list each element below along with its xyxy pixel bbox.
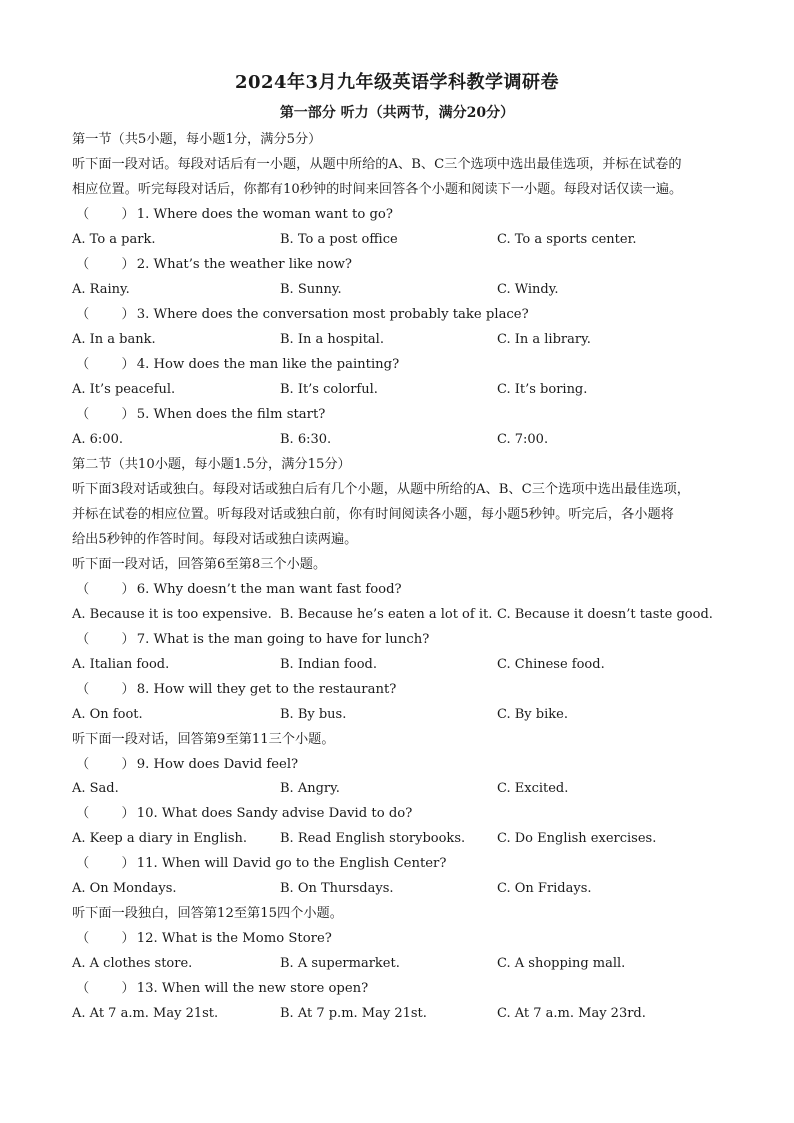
- part-subtitle: 第一部分 听力（共两节，满分20分）: [279, 105, 515, 121]
- option-c: C. On Fridays.: [497, 881, 592, 896]
- question-6: （ ）6. Why doesn’t the man want fast food?: [76, 582, 402, 597]
- option-b: B. Indian food.: [280, 657, 377, 672]
- question-8: （ ）8. How will they get to the restaurant?: [76, 682, 397, 697]
- option-c: C. 7:00.: [497, 432, 549, 447]
- option-b: B. It’s colorful.: [280, 382, 378, 397]
- question-4: （ ）4. How does the man like the painting?: [76, 357, 400, 372]
- section2-instruction-line3: 给出5秒钟的作答时间。每段对话或独白读两遍。: [72, 532, 358, 547]
- option-a: A. On Mondays.: [72, 881, 177, 896]
- option-a: A. Italian food.: [72, 657, 170, 672]
- option-c: C. By bike.: [497, 707, 568, 722]
- answer-blank[interactable]: （ ）: [76, 632, 137, 647]
- answer-blank[interactable]: （ ）: [76, 682, 137, 697]
- answer-blank[interactable]: （ ）: [76, 931, 137, 946]
- question-11: （ ）11. When will David go to the English Center?: [76, 856, 447, 871]
- question-1: （ ）1. Where does the woman want to go?: [76, 207, 393, 222]
- option-c: C. Excited.: [497, 781, 569, 796]
- option-c: C. A shopping mall.: [497, 956, 626, 971]
- page-title: 2024年3月九年级英语学科教学调研卷: [234, 72, 560, 93]
- option-a: A. Keep a diary in English.: [72, 831, 247, 846]
- question-12: （ ）12. What is the Momo Store?: [76, 931, 332, 946]
- answer-blank[interactable]: （ ）: [76, 307, 137, 322]
- section1-instruction-line1: 听下面一段对话。每段对话后有一小题，从题中所给的A、B、C三个选项中选出最佳选项，并标在试卷的: [72, 157, 682, 172]
- answer-blank[interactable]: （ ）: [76, 806, 137, 821]
- section2-heading: 第二节（共10小题，每小题1.5分，满分15分）: [72, 457, 351, 472]
- option-a: A. On foot.: [72, 707, 143, 722]
- section2-instruction-line1: 听下面3段对话或独白。每段对话或独白后有几个小题，从题中所给的A、B、C三个选项中选出最佳选项，: [72, 482, 690, 497]
- answer-blank[interactable]: （ ）: [76, 257, 137, 272]
- option-c: C. Chinese food.: [497, 657, 605, 672]
- option-b: B. Angry.: [280, 781, 340, 796]
- option-a: A. 6:00.: [72, 432, 123, 447]
- option-c: C. Windy.: [497, 282, 559, 297]
- option-b: B. On Thursdays.: [280, 881, 394, 896]
- question-5: （ ）5. When does the film start?: [76, 407, 326, 422]
- option-a: A. To a park.: [72, 232, 156, 247]
- answer-blank[interactable]: （ ）: [76, 757, 137, 772]
- question-3: （ ）3. Where does the conversation most probably take place?: [76, 307, 529, 322]
- dialog2-intro: 听下面一段对话，回答第9至第11三个小题。: [72, 732, 335, 747]
- question-2: （ ）2. What’s the weather like now?: [76, 257, 352, 272]
- option-b: B. Because he’s eaten a lot of it.: [280, 607, 493, 622]
- option-b: B. In a hospital.: [280, 332, 384, 347]
- option-b: B. Sunny.: [280, 282, 342, 297]
- option-c: C. Do English exercises.: [497, 831, 657, 846]
- option-b: B. To a post office: [280, 232, 398, 247]
- monologue-intro: 听下面一段独白，回答第12至第15四个小题。: [72, 906, 343, 921]
- question-10: （ ）10. What does Sandy advise David to do?: [76, 806, 413, 821]
- option-a: A. Sad.: [72, 781, 119, 796]
- answer-blank[interactable]: （ ）: [76, 207, 137, 222]
- answer-blank[interactable]: （ ）: [76, 407, 137, 422]
- option-c: C. It’s boring.: [497, 382, 588, 397]
- section2-instruction-line2: 并标在试卷的相应位置。听每段对话或独白前，你有时间阅读各小题，每小题5秒钟。听完后，各小题将: [72, 507, 674, 522]
- option-c: C. In a library.: [497, 332, 591, 347]
- section1-instruction-line2: 相应位置。听完每段对话后，你都有10秒钟的时间来回答各个小题和阅读下一小题。每段对话仅读一遍。: [72, 182, 683, 197]
- answer-blank[interactable]: （ ）: [76, 357, 137, 372]
- option-b: B. 6:30.: [280, 432, 332, 447]
- section1-heading: 第一节（共5小题，每小题1分，满分5分）: [72, 132, 322, 147]
- question-13: （ ）13. When will the new store open?: [76, 981, 369, 996]
- dialog1-intro: 听下面一段对话，回答第6至第8三个小题。: [72, 557, 327, 572]
- option-a: A. It’s peaceful.: [72, 382, 176, 397]
- option-b: B. At 7 p.m. May 21st.: [280, 1006, 427, 1021]
- option-a: A. A clothes store.: [72, 956, 193, 971]
- question-9: （ ）9. How does David feel?: [76, 757, 299, 772]
- option-a: A. Rainy.: [72, 282, 130, 297]
- answer-blank[interactable]: （ ）: [76, 981, 137, 996]
- answer-blank[interactable]: （ ）: [76, 856, 137, 871]
- question-7: （ ）7. What is the man going to have for lunch?: [76, 632, 430, 647]
- option-a: A. At 7 a.m. May 21st.: [72, 1006, 219, 1021]
- option-a: A. Because it is too expensive.: [72, 607, 272, 622]
- option-c: C. Because it doesn’t taste good.: [497, 607, 713, 622]
- option-b: B. A supermarket.: [280, 956, 400, 971]
- option-c: C. At 7 a.m. May 23rd.: [497, 1006, 646, 1021]
- option-a: A. In a bank.: [72, 332, 156, 347]
- option-b: B. Read English storybooks.: [280, 831, 466, 846]
- option-c: C. To a sports center.: [497, 232, 637, 247]
- answer-blank[interactable]: （ ）: [76, 582, 137, 597]
- option-b: B. By bus.: [280, 707, 347, 722]
